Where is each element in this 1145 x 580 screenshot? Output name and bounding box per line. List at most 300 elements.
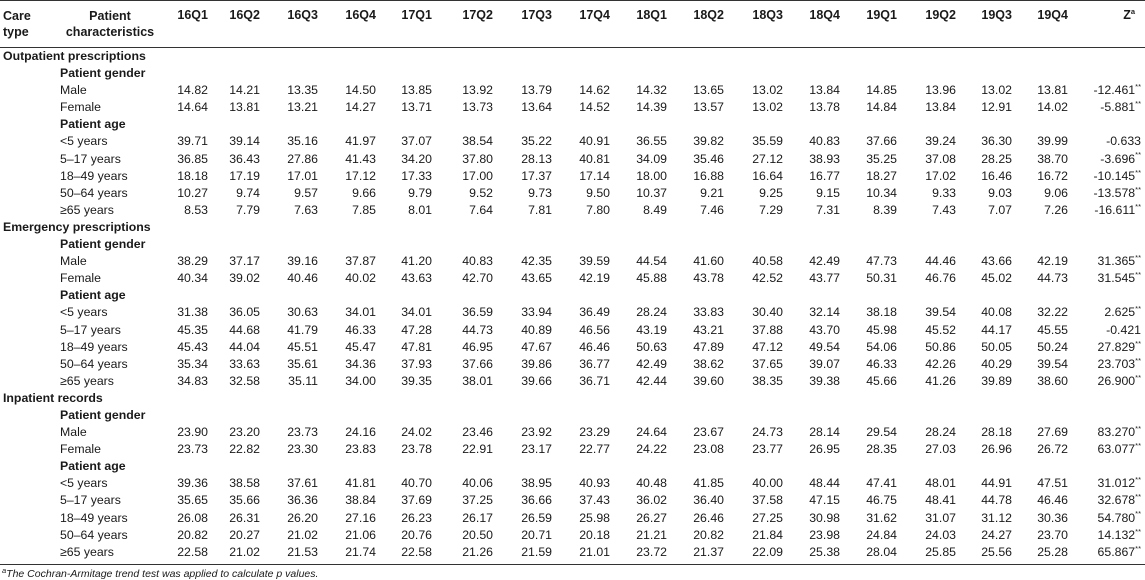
table-cell: 13.78 [809, 100, 840, 115]
table-cell: 23.73 [177, 442, 208, 457]
table-cell: 22.77 [579, 442, 610, 457]
table-cell: 13.79 [521, 83, 552, 98]
z-value-cell [1051, 356, 1141, 373]
table-cell: 42.35 [521, 254, 552, 269]
table-cell: 10.27 [177, 185, 208, 200]
table-cell: 24.03 [925, 527, 956, 542]
row-label: 5–17 years [60, 322, 121, 337]
table-cell: 33.94 [521, 305, 552, 320]
table-cell: 9.73 [528, 185, 552, 200]
group-heading-row [0, 287, 1145, 304]
row-label: 5–17 years [60, 151, 121, 166]
table-cell: 36.66 [521, 493, 552, 508]
table-cell: 26.46 [693, 510, 724, 525]
table-cell: 13.21 [287, 100, 318, 115]
table-cell: 17.00 [462, 168, 493, 183]
table-cell: 42.19 [1037, 254, 1068, 269]
table-cell: 37.43 [579, 493, 610, 508]
table-cell: 41.26 [925, 373, 956, 388]
row-label: ≥65 years [60, 373, 114, 388]
table-cell: 30.98 [809, 510, 840, 525]
table-cell: 27.86 [287, 151, 318, 166]
table-cell: 14.62 [579, 83, 610, 98]
table-row [0, 475, 1145, 492]
table-cell: 36.43 [229, 151, 260, 166]
table-cell: 30.36 [1037, 510, 1068, 525]
table-cell: 45.43 [177, 339, 208, 354]
table-cell: 18.27 [866, 168, 897, 183]
table-cell: 47.41 [866, 476, 897, 491]
table-cell: 29.54 [866, 425, 897, 440]
table-cell: 33.83 [693, 305, 724, 320]
table-cell: 38.70 [1037, 151, 1068, 166]
table-cell: 44.73 [462, 322, 493, 337]
table-cell: 14.02 [1037, 100, 1068, 115]
quarter-header: 19Q3 [981, 8, 1012, 22]
z-value-cell [1051, 339, 1141, 356]
table-cell: 44.68 [229, 322, 260, 337]
table-cell: 35.34 [177, 356, 208, 371]
z-value-cell [1051, 492, 1141, 509]
group-heading-row [0, 407, 1145, 424]
table-cell: 14.32 [636, 83, 667, 98]
table-cell: 37.17 [229, 254, 260, 269]
table-cell: 24.02 [401, 425, 432, 440]
quarter-header: 18Q4 [809, 8, 840, 22]
table-cell: 20.27 [229, 527, 260, 542]
table-cell: 23.77 [752, 442, 783, 457]
table-cell: 25.98 [579, 510, 610, 525]
group-heading-row [0, 116, 1145, 133]
table-cell: 47.89 [693, 339, 724, 354]
significance-marker: ** [1135, 509, 1141, 519]
table-cell: 31.38 [177, 305, 208, 320]
table-cell: 48.44 [809, 476, 840, 491]
table-cell: 50.31 [866, 271, 897, 286]
table-cell: 21.26 [462, 544, 493, 559]
significance-marker: ** [1135, 475, 1141, 485]
table-cell: 35.25 [866, 151, 897, 166]
table-cell: 40.34 [177, 271, 208, 286]
table-cell: 24.84 [866, 527, 897, 542]
table-cell: 41.97 [345, 134, 376, 149]
table-cell: 27.03 [925, 442, 956, 457]
table-cell: 46.95 [462, 339, 493, 354]
z-value-cell [1051, 373, 1141, 390]
significance-marker: ** [1135, 423, 1141, 433]
table-row [0, 544, 1145, 561]
table-cell: 40.83 [809, 134, 840, 149]
table-cell: 7.26 [1044, 202, 1068, 217]
table-cell: 13.84 [809, 83, 840, 98]
table-cell: 38.93 [809, 151, 840, 166]
table-cell: 37.66 [866, 134, 897, 149]
table-cell: 26.20 [287, 510, 318, 525]
table-row [0, 492, 1145, 509]
table-cell: 41.85 [693, 476, 724, 491]
table-row [0, 185, 1145, 202]
table-cell: 14.52 [579, 100, 610, 115]
table-cell: 27.12 [752, 151, 783, 166]
table-cell: 35.59 [752, 134, 783, 149]
table-cell: 43.77 [809, 271, 840, 286]
group-label: Patient gender [60, 407, 146, 422]
table-cell: 28.24 [925, 425, 956, 440]
z-value-cell [1051, 270, 1141, 287]
table-cell: 26.23 [401, 510, 432, 525]
table-row [0, 99, 1145, 116]
table-cell: 23.73 [287, 425, 318, 440]
table-cell: 41.81 [345, 476, 376, 491]
table-cell: 38.84 [345, 493, 376, 508]
z-value: 23.703 [1097, 356, 1136, 371]
table-cell: 27.69 [1037, 425, 1068, 440]
table-cell: 20.18 [579, 527, 610, 542]
table-cell: 26.08 [177, 510, 208, 525]
table-cell: 47.51 [1037, 476, 1068, 491]
significance-marker: ** [1135, 167, 1141, 177]
table-cell: 13.35 [287, 83, 318, 98]
table-cell: 12.91 [981, 100, 1012, 115]
table-cell: 41.60 [693, 254, 724, 269]
table-cell: 21.53 [287, 544, 318, 559]
table-cell: 7.80 [586, 202, 610, 217]
significance-marker: ** [1135, 184, 1141, 194]
table-cell: 37.93 [401, 356, 432, 371]
table-cell: 14.85 [866, 83, 897, 98]
z-value-cell [1051, 527, 1141, 544]
z-value: -0.633 [1106, 134, 1141, 149]
table-cell: 48.01 [925, 476, 956, 491]
table-cell: 7.64 [469, 202, 493, 217]
table-cell: 35.65 [177, 493, 208, 508]
table-cell: 40.70 [401, 476, 432, 491]
table-cell: 40.29 [981, 356, 1012, 371]
group-label: Patient gender [60, 66, 146, 81]
table-cell: 13.96 [925, 83, 956, 98]
table-cell: 42.49 [636, 356, 667, 371]
z-value: -3.696 [1100, 151, 1136, 166]
z-value: 32.678 [1097, 493, 1136, 508]
table-cell: 39.36 [177, 476, 208, 491]
table-cell: 23.98 [809, 527, 840, 542]
row-label: Female [60, 271, 102, 286]
table-cell: 23.92 [521, 425, 552, 440]
table-cell: 16.77 [809, 168, 840, 183]
z-value-cell [1051, 168, 1141, 185]
table-cell: 37.88 [752, 322, 783, 337]
table-cell: 17.19 [229, 168, 260, 183]
care-type-header: Care type [3, 9, 31, 39]
quarter-header: 16Q2 [229, 8, 260, 22]
group-label: Patient age [60, 288, 126, 303]
z-value-cell [1051, 185, 1141, 202]
z-value: 31.365 [1097, 254, 1136, 269]
table-cell: 14.64 [177, 100, 208, 115]
table-cell: 39.35 [401, 373, 432, 388]
table-row [0, 304, 1145, 321]
table-cell: 45.47 [345, 339, 376, 354]
table-cell: 22.82 [229, 442, 260, 457]
table-cell: 31.12 [981, 510, 1012, 525]
table-cell: 39.59 [579, 254, 610, 269]
table-cell: 23.67 [693, 425, 724, 440]
table-cell: 14.82 [177, 83, 208, 98]
table-cell: 22.58 [177, 544, 208, 559]
table-cell: 45.88 [636, 271, 667, 286]
significance-marker: ** [1135, 304, 1141, 314]
table-cell: 14.39 [636, 100, 667, 115]
table-cell: 7.81 [528, 202, 552, 217]
table-cell: 24.22 [636, 442, 667, 457]
table-cell: 7.79 [236, 202, 260, 217]
table-cell: 23.78 [401, 442, 432, 457]
table-cell: 26.27 [636, 510, 667, 525]
table-cell: 43.21 [693, 322, 724, 337]
table-cell: 44.78 [981, 493, 1012, 508]
table-cell: 16.64 [752, 168, 783, 183]
z-value-cell [1051, 510, 1141, 527]
table-cell: 9.74 [236, 185, 260, 200]
row-label: <5 years [60, 305, 108, 320]
row-label: 18–49 years [60, 168, 128, 183]
table-cell: 26.31 [229, 510, 260, 525]
table-cell: 38.58 [229, 476, 260, 491]
z-value: 31.545 [1097, 271, 1136, 286]
row-label: 50–64 years [60, 356, 128, 371]
table-cell: 50.86 [925, 339, 956, 354]
table-cell: 37.08 [925, 151, 956, 166]
significance-marker: ** [1135, 441, 1141, 451]
table-cell: 37.66 [462, 356, 493, 371]
z-value: 65.867 [1097, 544, 1136, 559]
table-cell: 44.54 [636, 254, 667, 269]
table-cell: 47.12 [752, 339, 783, 354]
table-cell: 48.41 [925, 493, 956, 508]
z-value-cell [1051, 304, 1141, 321]
table-row [0, 270, 1145, 287]
group-heading-row [0, 65, 1145, 82]
table-cell: 34.01 [401, 305, 432, 320]
z-value: 63.077 [1097, 442, 1136, 457]
z-value-cell [1051, 441, 1141, 458]
z-value: 83.270 [1097, 425, 1136, 440]
table-cell: 25.28 [1037, 544, 1068, 559]
row-label: Female [60, 442, 102, 457]
row-label: Male [60, 254, 87, 269]
table-cell: 23.90 [177, 425, 208, 440]
table-cell: 9.50 [586, 185, 610, 200]
table-cell: 13.81 [229, 100, 260, 115]
table-cell: 43.63 [401, 271, 432, 286]
table-cell: 18.18 [177, 168, 208, 183]
table-cell: 34.36 [345, 356, 376, 371]
row-label: Male [60, 83, 87, 98]
table-cell: 21.01 [579, 544, 610, 559]
table-cell: 42.19 [579, 271, 610, 286]
table-cell: 42.70 [462, 271, 493, 286]
table-cell: 46.75 [866, 493, 897, 508]
table-cell: 45.66 [866, 373, 897, 388]
row-label: 5–17 years [60, 493, 121, 508]
z-value-cell [1051, 475, 1141, 492]
table-cell: 9.57 [294, 185, 318, 200]
table-cell: 39.60 [693, 373, 724, 388]
table-cell: 35.46 [693, 151, 724, 166]
quarter-header: 18Q2 [693, 8, 724, 22]
table-cell: 14.84 [866, 100, 897, 115]
table-cell: 47.28 [401, 322, 432, 337]
table-cell: 41.20 [401, 254, 432, 269]
row-label: 50–64 years [60, 527, 128, 542]
table-row [0, 373, 1145, 390]
table-cell: 13.81 [1037, 83, 1068, 98]
group-label: Patient gender [60, 237, 146, 252]
table-cell: 37.69 [401, 493, 432, 508]
table-cell: 44.91 [981, 476, 1012, 491]
table-cell: 38.54 [462, 134, 493, 149]
table-row [0, 168, 1145, 185]
table-cell: 40.48 [636, 476, 667, 491]
table-cell: 7.63 [294, 202, 318, 217]
table-cell: 24.16 [345, 425, 376, 440]
quarter-header: 16Q1 [177, 8, 208, 22]
row-label: ≥65 years [60, 544, 114, 559]
table-cell: 46.56 [579, 322, 610, 337]
table-cell: 39.99 [1037, 134, 1068, 149]
care-type-label: Inpatient records [3, 390, 103, 405]
quarter-header: 19Q4 [1037, 8, 1068, 22]
z-value: 26.900 [1097, 373, 1136, 388]
z-value-cell [1051, 424, 1141, 441]
z-value: 31.012 [1097, 476, 1136, 491]
table-cell: 37.58 [752, 493, 783, 508]
table-cell: 32.58 [229, 373, 260, 388]
table-cell: 36.71 [579, 373, 610, 388]
table-cell: 23.83 [345, 442, 376, 457]
z-value-cell [1051, 253, 1141, 270]
table-cell: 23.46 [462, 425, 493, 440]
table-cell: 13.73 [462, 100, 493, 115]
table-cell: 35.66 [229, 493, 260, 508]
table-cell: 40.00 [752, 476, 783, 491]
table-cell: 7.31 [816, 202, 840, 217]
table-cell: 35.11 [288, 373, 318, 388]
table-cell: 17.02 [925, 168, 956, 183]
table-cell: 28.24 [636, 305, 667, 320]
group-heading-row [0, 236, 1145, 253]
table-row [0, 441, 1145, 458]
significance-marker: ** [1135, 201, 1141, 211]
table-cell: 13.02 [752, 100, 783, 115]
table-cell: 54.06 [866, 339, 897, 354]
z-value-cell [1051, 151, 1141, 168]
table-cell: 39.24 [925, 134, 956, 149]
table-cell: 34.01 [345, 305, 376, 320]
table-cell: 32.14 [809, 305, 840, 320]
table-cell: 28.25 [981, 151, 1012, 166]
table-cell: 30.63 [287, 305, 318, 320]
table-row [0, 510, 1145, 527]
quarter-header: 16Q4 [345, 8, 376, 22]
table-cell: 23.20 [229, 425, 260, 440]
table-cell: 41.43 [345, 151, 376, 166]
table-cell: 22.58 [401, 544, 432, 559]
z-value: -16.611 [1094, 202, 1136, 217]
table-cell: 45.51 [287, 339, 318, 354]
table-cell: 47.15 [809, 493, 840, 508]
table-cell: 36.55 [636, 134, 667, 149]
table-cell: 18.00 [636, 168, 667, 183]
table-cell: 26.17 [462, 510, 493, 525]
table-cell: 26.72 [1037, 442, 1068, 457]
table-cell: 40.46 [287, 271, 318, 286]
table-cell: 22.09 [752, 544, 783, 559]
table-cell: 7.43 [932, 202, 956, 217]
table-row [0, 339, 1145, 356]
table-cell: 23.29 [579, 425, 610, 440]
table-cell: 13.02 [752, 83, 783, 98]
table-cell: 40.93 [579, 476, 610, 491]
table-cell: 25.85 [925, 544, 956, 559]
table-cell: 39.86 [521, 356, 552, 371]
table-cell: 34.83 [177, 373, 208, 388]
table-cell: 16.72 [1037, 168, 1068, 183]
table-cell: 28.35 [866, 442, 897, 457]
table-cell: 38.29 [177, 254, 208, 269]
table-bottom-rule [0, 564, 1145, 565]
table-cell: 7.85 [352, 202, 376, 217]
table-cell: 46.76 [925, 271, 956, 286]
table-cell: 9.79 [408, 185, 432, 200]
group-heading-row [0, 458, 1145, 475]
row-label: Female [60, 100, 102, 115]
table-cell: 39.71 [177, 134, 208, 149]
table-cell: 9.06 [1044, 185, 1068, 200]
table-cell: 36.36 [287, 493, 318, 508]
table-cell: 45.35 [177, 322, 208, 337]
table-cell: 46.33 [345, 322, 376, 337]
table-cell: 46.33 [866, 356, 897, 371]
table-cell: 13.84 [925, 100, 956, 115]
table-cell: 38.35 [752, 373, 783, 388]
table-cell: 7.46 [700, 202, 724, 217]
significance-marker: ** [1135, 270, 1141, 280]
row-label: 18–49 years [60, 339, 128, 354]
patient-characteristics-header: Patient characteristics [65, 9, 155, 39]
z-value-cell [1051, 322, 1141, 339]
table-cell: 36.02 [636, 493, 667, 508]
z-value: 27.829 [1097, 339, 1136, 354]
quarter-header: 17Q4 [579, 8, 610, 22]
table-cell: 21.21 [636, 527, 667, 542]
table-cell: 50.05 [981, 339, 1012, 354]
table-cell: 40.81 [579, 151, 610, 166]
table-cell: 26.96 [981, 442, 1012, 457]
table-cell: 35.22 [521, 134, 552, 149]
table-cell: 14.21 [229, 83, 260, 98]
group-label: Patient age [60, 117, 126, 132]
table-cell: 39.82 [693, 134, 724, 149]
table-cell: 45.52 [925, 322, 956, 337]
table-row [0, 253, 1145, 270]
table-cell: 16.88 [693, 168, 724, 183]
table-cell: 9.33 [932, 185, 956, 200]
table-cell: 28.18 [981, 425, 1012, 440]
care-type-label: Emergency prescriptions [3, 219, 151, 234]
table-cell: 40.83 [462, 254, 493, 269]
table-cell: 34.20 [401, 151, 432, 166]
